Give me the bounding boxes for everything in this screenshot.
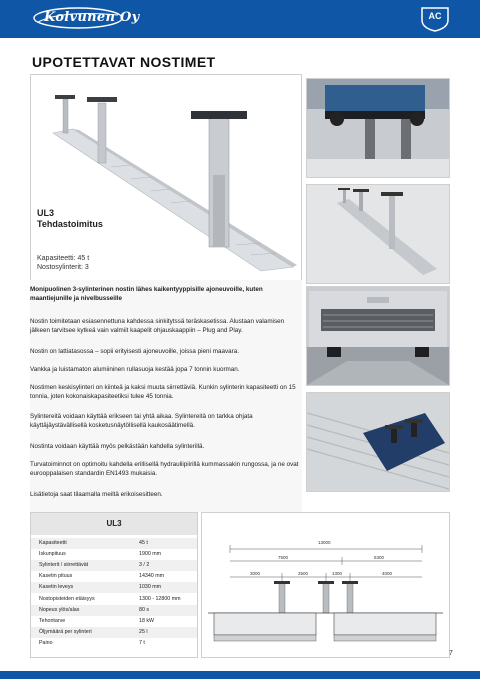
paragraph-3: Vankka ja luistamaton alumiininen rullasuoja kestää jopa 7 tonnin kuorman. <box>30 366 240 373</box>
spec-row <box>31 560 197 571</box>
spec-row <box>31 582 197 593</box>
paragraph-1: Nostin toimitetaan esiasennettuna kahdessa sinkitytssä teräskasetissa. Alustaan valamisen jälkeen tarvitsee kytkeä vain valmiit kaapelit ohjauskaappiin – Plug and Play. <box>30 318 285 334</box>
spec-value: 80 s <box>139 606 150 613</box>
spec-row <box>31 549 197 560</box>
spec-value: 25 l <box>139 628 148 635</box>
page-title: UPOTETTAVAT NOSTIMET <box>32 54 216 70</box>
spec-value: 1300 - 12800 mm <box>139 595 181 602</box>
paragraph-2: Nostin on lattiatasossa – sopii erityisesti ajoneuvoille, joissa pieni maavara. <box>30 348 239 355</box>
technical-drawing <box>201 512 450 658</box>
dim-left: 7500 <box>278 555 289 560</box>
spec-value: 18 kW <box>139 617 155 624</box>
paragraph-5: Sylintereitä voidaan käyttää erikseen tai yhtä aikaa. Sylintereitä on tarkka ohjata käyttäjäystävällisellä kosketusnäytöllisellä kaukosäätimellä. <box>30 413 253 429</box>
spec-label: Tehontarve <box>39 617 66 624</box>
spec-value: 7 t <box>139 639 145 646</box>
footer-bar <box>0 671 480 679</box>
spec-label: Sylinterit / siirrettävät <box>39 562 89 569</box>
dim-segment-4: 4000 <box>382 571 393 576</box>
spec-label: Kasetin pituus <box>39 573 73 580</box>
spec-row <box>31 605 197 616</box>
paragraph-7: Turvatoiminnot on optimoitu kahdella erillisellä hydrauliipiirillä kummassakin rungossa, ja ne ovat eurooppalaisen standardin EN1493 mukaisia. <box>30 461 299 477</box>
paragraph-4: Nostimen keskisylinteri on kiinteä ja kaksi muuta siirrettäviä. Kunkin sylinterin kapasiteetti on 15 tonnia, joten kokonaiskapasiteetiksi tulee 45 tonnia. <box>30 384 296 400</box>
photo-lift-closeup <box>306 392 450 492</box>
model-subtitle: Tehdastoimitus <box>37 219 103 229</box>
spec-label: Öljymäärä per sylinteri <box>39 628 92 635</box>
cylinder-note: Nostosylinterit: 3 <box>37 264 89 271</box>
spec-value: 14340 mm <box>139 573 165 580</box>
spec-label: Kapasiteetti <box>39 540 67 546</box>
dim-right: 5300 <box>374 555 385 560</box>
dim-total: 13000 <box>318 540 331 545</box>
spec-label: Kasetin leveys <box>39 584 74 591</box>
spec-table-title: UL3 <box>31 513 197 535</box>
spec-label: Iskunpituus <box>39 551 66 558</box>
photo-lift-render <box>306 184 450 284</box>
spec-value: 3 / 2 <box>139 562 150 569</box>
lift-render-illustration <box>31 75 301 280</box>
ac-brand-text: AC <box>428 11 442 21</box>
spec-value: 1030 mm <box>139 584 162 591</box>
spec-row <box>31 538 197 549</box>
spec-row <box>31 627 197 638</box>
spec-row <box>31 638 197 649</box>
paragraph-8: Lisätietoja saat tilaamalla meiltä erikoisesitteen. <box>30 491 163 498</box>
page-number: 7 <box>449 650 453 657</box>
spec-row <box>31 594 197 605</box>
photo-truck-lifted <box>306 78 450 178</box>
photo-truck-front <box>306 286 450 386</box>
spec-label: Nostopisteiden etäisyys <box>39 595 95 602</box>
spec-row <box>31 571 197 582</box>
spec-label: Nopeus ylös/alas <box>39 606 80 613</box>
spec-value: 45 t <box>139 540 148 546</box>
spec-table <box>30 512 198 658</box>
intro-text: Monipuolinen 3-sylinterinen nostin lähes kaikentyyppisille ajoneuvoille, kuten maantiejunille ja nivelbusseille <box>30 286 263 302</box>
spec-label: Paino <box>39 639 53 646</box>
spec-value: 1900 mm <box>139 551 162 558</box>
dimension-drawing <box>202 513 449 657</box>
model-name: UL3 <box>37 208 55 218</box>
hero-product-image <box>30 74 302 281</box>
dim-segment-2: 2500 <box>298 571 309 576</box>
spec-row <box>31 616 197 627</box>
paragraph-6: Nostinta voidaan käyttää myös pelkästään kahdella sylinterillä. <box>30 443 205 450</box>
dim-segment-1: 3000 <box>250 571 261 576</box>
dim-segment-3: 1300 <box>332 571 343 576</box>
capacity-note: Kapasiteetti: 45 t <box>37 255 90 262</box>
company-logo-text: Kolvunen Oy <box>44 10 140 25</box>
